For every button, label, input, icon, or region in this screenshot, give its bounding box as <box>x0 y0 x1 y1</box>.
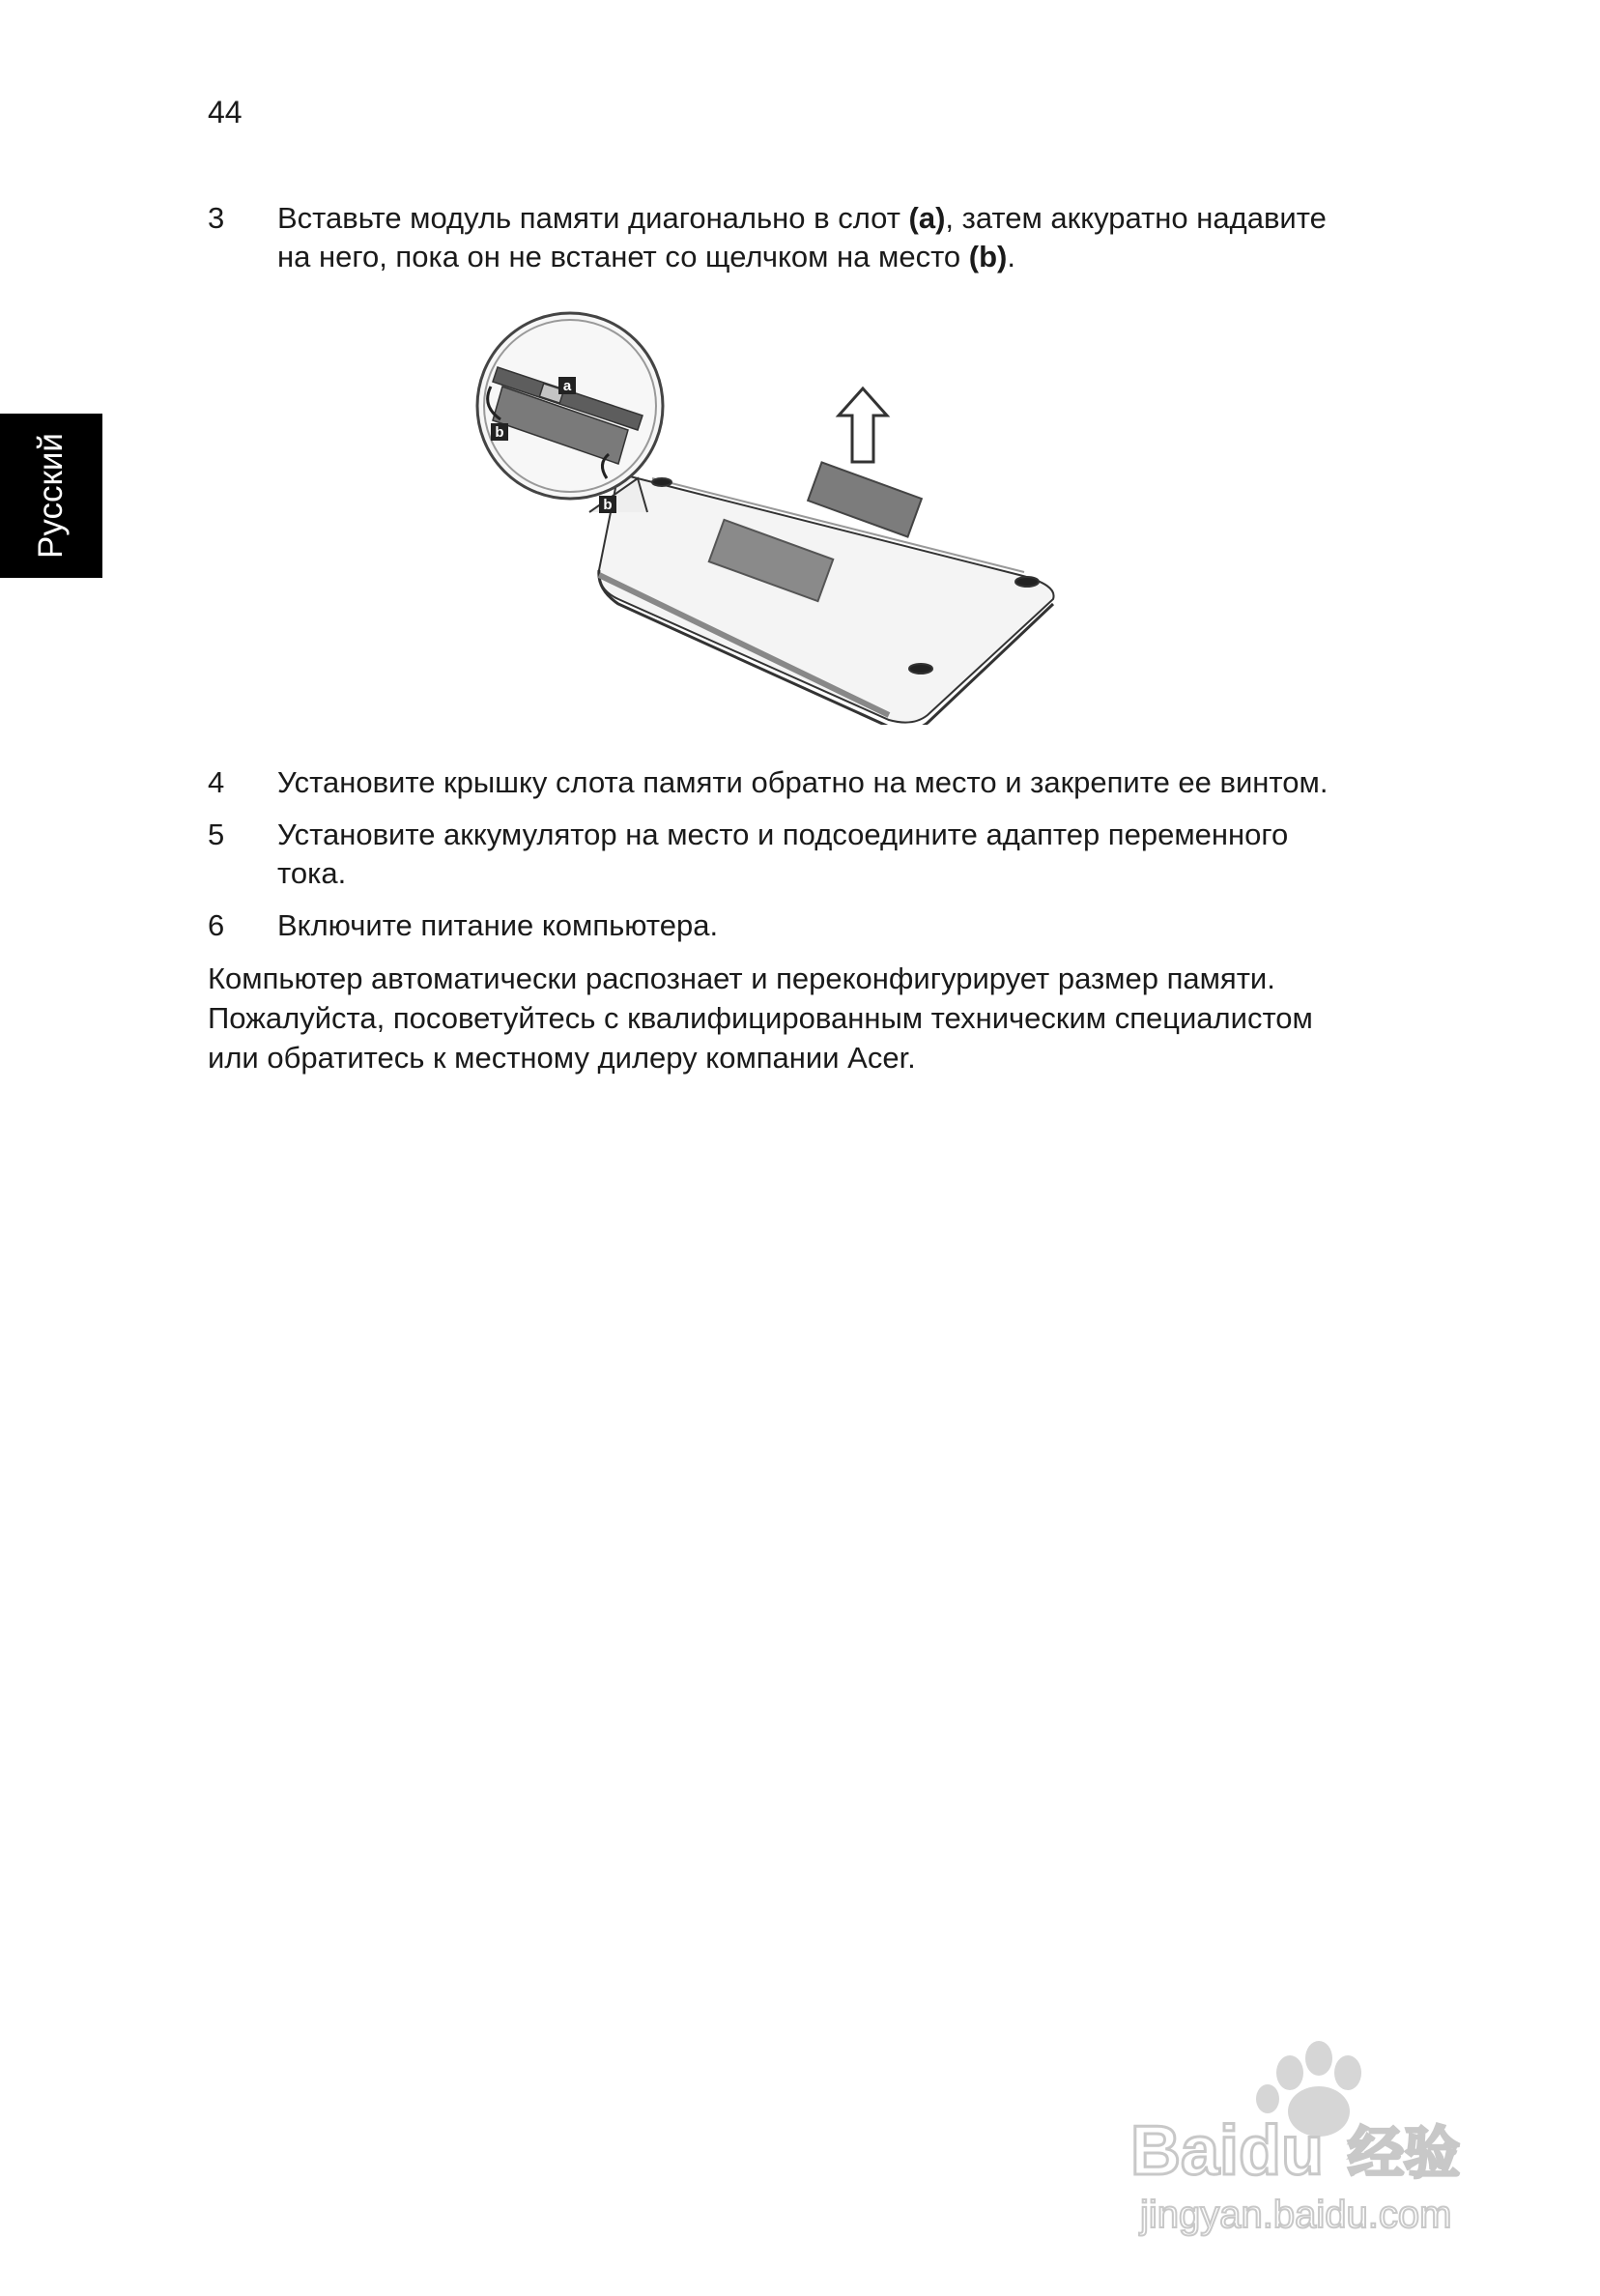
label-b: b <box>603 497 613 513</box>
language-tab <box>0 414 102 578</box>
lift-arrow-icon <box>839 388 887 462</box>
watermark-url: jingyan.baidu.com <box>1140 2194 1452 2236</box>
summary-line-2: Пожалуйста, посоветуйтесь с квалифицированным техническим специалистом <box>208 1001 1313 1035</box>
summary-paragraph <box>208 959 1396 1077</box>
step-text: Включите питание компьютера. <box>277 908 719 942</box>
step-3-text-b: , затем аккуратно надавите <box>945 201 1327 235</box>
step-text <box>277 199 1398 276</box>
step-5-line-1: Установите аккумулятор на место и подсоедините адаптер переменного <box>277 818 1289 851</box>
label-b: b <box>495 424 504 441</box>
watermark-brand-cn: 经验 <box>1348 2120 1461 2186</box>
step-number: 6 <box>208 908 225 942</box>
page-number: 44 <box>208 95 243 129</box>
label-a-ref: (a) <box>908 201 946 235</box>
language-tab-label: Русский <box>32 433 70 559</box>
label-a: a <box>562 378 572 394</box>
step-5-line-2: тока. <box>277 856 347 890</box>
step-3-text-c: на него, пока он не встанет со щелчком на место <box>277 240 969 273</box>
memory-install-illustration <box>473 309 1092 725</box>
step-number: 3 <box>208 201 225 235</box>
step-number: 5 <box>208 818 225 851</box>
label-b-ref: (b) <box>968 240 1008 273</box>
step-number: 4 <box>208 765 225 799</box>
summary-line-1: Компьютер автоматически распознает и переконфигурирует размер памяти. <box>208 961 1275 995</box>
baidu-watermark <box>1121 2029 1527 2242</box>
summary-line-3: или обратитесь к местному дилеру компании Acer. <box>208 1041 916 1075</box>
step-text: Установите крышку слота памяти обратно на место и закрепите ее винтом. <box>277 765 1329 799</box>
laptop-bottom <box>599 462 1054 725</box>
step-text <box>277 816 1398 893</box>
watermark-brand: Baidu <box>1130 2112 1325 2190</box>
step-3-text-a: Вставьте модуль памяти диагонально в слот <box>277 201 909 235</box>
step-3-text-d: . <box>1007 240 1016 273</box>
